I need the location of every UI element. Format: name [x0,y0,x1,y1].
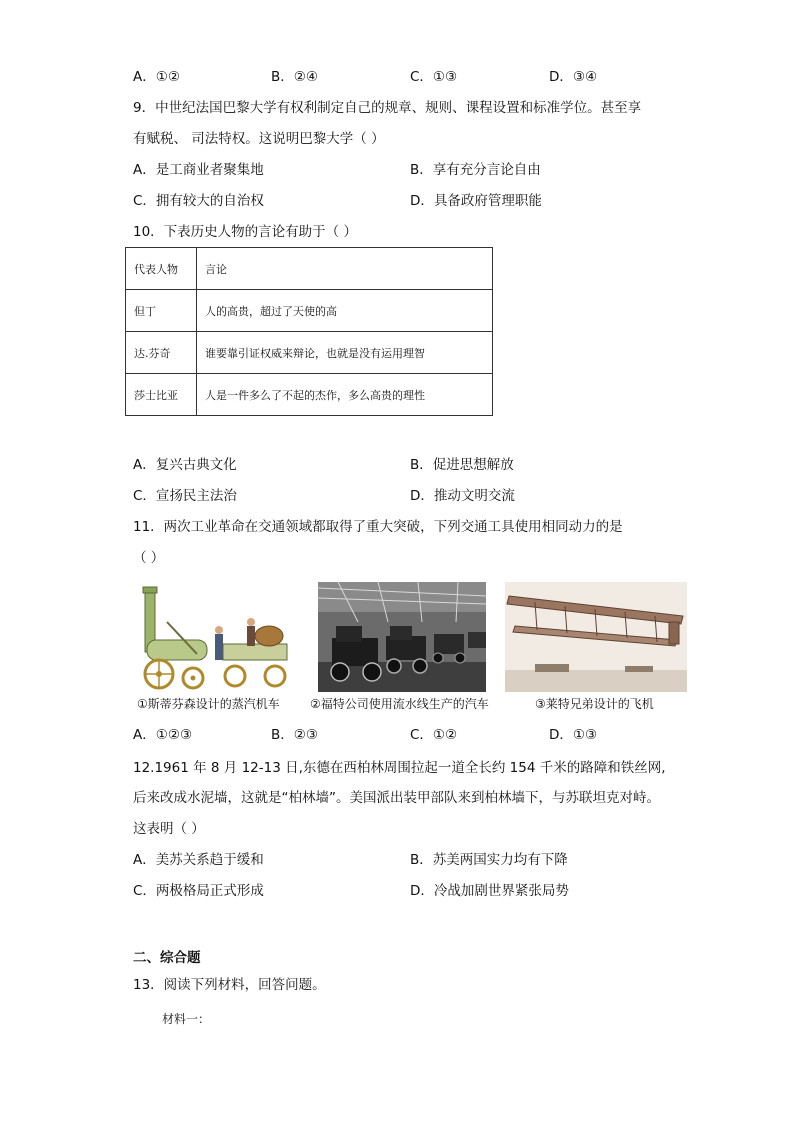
table-row [126,374,493,416]
table-header-figure: 代表人物 [126,248,197,290]
material-one-label: 材料一： [162,1012,211,1026]
table-cell-figure: 达.芬奇 [126,332,197,374]
section-title: 二、综合题 [133,950,201,966]
ford-assembly-line-photo [318,582,486,692]
table-cell-quote: 人的高贵，超过了天使的高 [197,290,493,332]
q11-option-c: C．①② [410,727,458,743]
q10-stem: 10．下表历史人物的言论有助于（ ） [133,224,357,240]
q9-option-c: C．拥有较大的自治权 [133,193,264,209]
q9-stem-line2: 有赋税、 司法特权。这说明巴黎大学（ ） [133,131,385,147]
table-cell-figure: 但丁 [126,290,197,332]
table-cell-quote: 人是一件多么了不起的杰作，多么高贵的理性 [197,374,493,416]
q12-stem-line2: 后来改成水泥墙，这就是“柏林墙”。美国派出装甲部队来到柏林墙下，与苏联坦克对峙。 [133,790,660,806]
q8-option-a: A．①② [133,69,180,85]
q11-option-d: D．①③ [549,727,598,743]
q9-option-b: B．享有充分言论自由 [410,162,541,178]
q12-stem-line3: 这表明（ ） [133,821,205,837]
q8-option-b: B．②④ [271,69,318,85]
q12-option-c: C．两极格局正式形成 [133,883,264,899]
q12-option-a: A．美苏关系趋于缓和 [133,852,264,868]
q13-stem: 13．阅读下列材料，回答问题。 [133,977,326,993]
q11-paren: （ ） [133,550,165,566]
q10-option-a: A．复兴古典文化 [133,457,237,473]
q12-option-d: D．冷战加剧世界紧张局势 [410,883,569,899]
table-cell-figure: 莎士比亚 [126,374,197,416]
caption-ford-car: ②福特公司使用流水线生产的汽车 [310,697,489,711]
q11-stem: 11．两次工业革命在交通领域都取得了重大突破，下列交通工具使用相同动力的是 [133,519,623,535]
q12-stem-line1: 12.1961 年 8 月 12-13 日,东德在西柏林周围拉起一道全长约 154 千米的路障和铁丝网, [133,760,666,776]
steam-locomotive-illustration [137,582,293,692]
table-header-row [126,248,493,290]
q8-option-d: D．③④ [549,69,598,85]
q10-option-b: B．促进思想解放 [410,457,514,473]
table-row [126,290,493,332]
q9-stem-line1: 9．中世纪法国巴黎大学有权利制定自己的规章、规则、课程设置和标准学位。甚至享 [133,100,642,116]
caption-wright-plane: ③莱特兄弟设计的飞机 [535,697,654,711]
q10-option-d: D．推动文明交流 [410,488,515,504]
table-cell-quote: 谁要靠引证权威来辩论，也就是没有运用理智 [197,332,493,374]
q9-option-a: A．是工商业者聚集地 [133,162,264,178]
q9-option-d: D．具备政府管理职能 [410,193,542,209]
q8-option-c: C．①③ [410,69,458,85]
table-row [126,332,493,374]
table-header-quote: 言论 [197,248,493,290]
q10-option-c: C．宣扬民主法治 [133,488,237,504]
q12-option-b: B．苏美两国实力均有下降 [410,852,568,868]
caption-steam-locomotive: ①斯蒂芬森设计的蒸汽机车 [137,697,280,711]
q11-option-a: A．①②③ [133,727,193,743]
q11-option-b: B．②③ [271,727,318,743]
q10-table [125,247,493,416]
wright-flyer-photo [505,582,687,692]
